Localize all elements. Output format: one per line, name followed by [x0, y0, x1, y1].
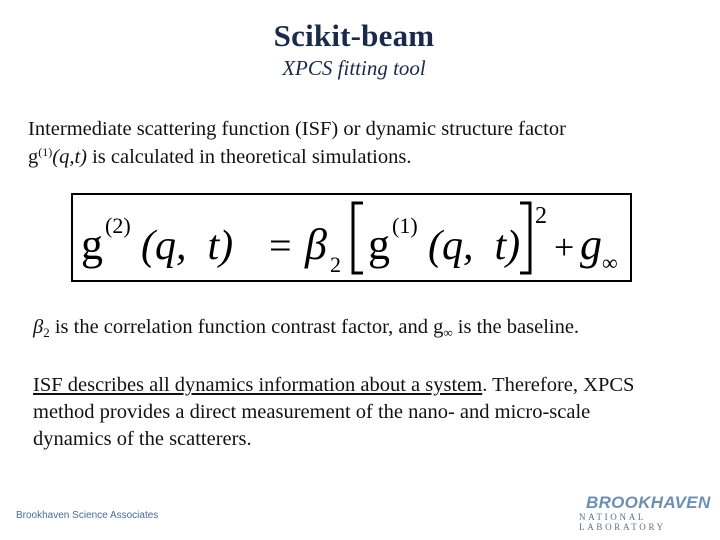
eq-power: 2: [535, 203, 547, 229]
isf-statement-period: .: [482, 374, 488, 396]
eq-lhs-args: (q, t): [141, 223, 234, 269]
beta-symbol: β: [33, 316, 44, 338]
logo-wordmark: BROOKHAVEN: [586, 493, 711, 512]
eq-beta-sub: 2: [330, 252, 341, 277]
eq-lhs-g: g: [81, 220, 103, 269]
g1-args: (q,t): [52, 146, 87, 168]
eq-left-bracket: [353, 203, 363, 273]
eq-inner-args: (q, t): [428, 223, 521, 269]
eq-ginf-g: g: [580, 220, 602, 269]
para1-line2-rest: is calculated in theoretical simulations.: [86, 146, 412, 168]
slide-subtitle: XPCS fitting tool: [282, 56, 426, 80]
para1-line1: Intermediate scattering function (ISF) or dynamic structure factor: [28, 118, 566, 140]
eq-plus: +: [554, 227, 575, 267]
xpcs-method-text: Therefore, XPCS method provides a direct measurement of the nano- and micro-scale dynamics of the scatterers.: [33, 374, 635, 450]
eq-right-bracket: [520, 203, 530, 273]
contrast-paragraph: [33, 313, 713, 341]
footer-organization: Brookhaven Science Associates: [16, 510, 159, 521]
eq-inner-g: g: [368, 220, 390, 269]
eq-ginf-sub: ∞: [602, 250, 618, 275]
g1-superscript: (1): [38, 145, 53, 159]
para2-text2: is the baseline.: [452, 316, 580, 338]
brookhaven-logo: [577, 493, 711, 532]
equation-svg: [73, 195, 630, 280]
slide-title: Scikit-beam: [273, 18, 435, 53]
eq-beta: β: [305, 220, 327, 269]
para2-text1: is the correlation function contrast factor, and g: [49, 316, 444, 338]
eq-equals: =: [269, 223, 292, 268]
equation-box: [71, 193, 632, 282]
g-inf-subscript: ∞: [443, 325, 453, 340]
beta-subscript: 2: [43, 325, 50, 340]
isf-intro-paragraph: [28, 115, 708, 171]
logo-subtitle: NATIONAL LABORATORY: [579, 512, 666, 532]
g1-symbol: g: [28, 146, 39, 168]
eq-inner-sup: (1): [392, 213, 418, 238]
isf-statement-underlined: ISF describes all dynamics information about a system: [33, 374, 483, 396]
isf-dynamics-paragraph: [33, 372, 673, 453]
eq-lhs-sup: (2): [105, 213, 131, 238]
